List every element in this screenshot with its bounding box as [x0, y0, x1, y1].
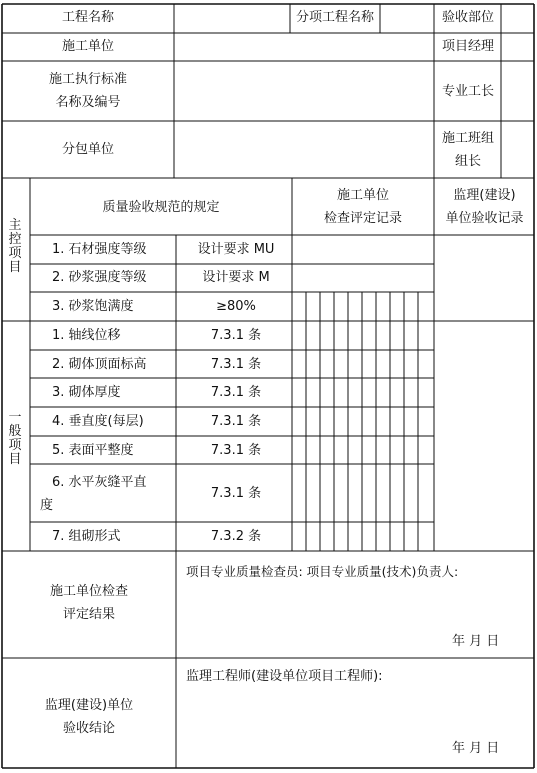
general-item-6-line2: 度: [40, 498, 54, 513]
conclusion-signer: 监理工程师(建设单位项目工程师):: [186, 669, 383, 684]
general-item-1: 1. 轴线位移: [52, 328, 121, 343]
main-item-2-spec: 设计要求 M: [202, 270, 270, 285]
general-item-3: 3. 砌体厚度: [52, 385, 121, 400]
team-leader-line1: 施工班组: [441, 131, 494, 146]
main-item-2: 2. 砂浆强度等级: [52, 270, 147, 285]
general-item-6-line1: 6. 水平灰缝平直: [52, 475, 147, 490]
main-items-group-label: 主控项目: [8, 218, 22, 275]
main-item-1: 1. 石材强度等级: [52, 242, 147, 257]
conclusion-label-line1: 监理(建设)单位: [44, 698, 134, 713]
project-manager-label: 项目经理: [441, 39, 494, 54]
spec-header: 质量验收规范的规定: [102, 200, 220, 215]
supervision-header-line2: 单位验收记录: [445, 211, 524, 226]
acceptance-dept-label: 验收部位: [441, 10, 494, 25]
result-date: 年 月 日: [452, 634, 500, 649]
general-item-2-spec: 7.3.1 条: [210, 357, 262, 372]
conclusion-label-line2: 验收结论: [62, 721, 115, 736]
construction-unit-label: 施工单位: [61, 39, 114, 54]
general-item-7-spec: 7.3.2 条: [210, 529, 262, 544]
general-item-4: 4. 垂直度(每层): [52, 414, 144, 429]
check-header-line1: 施工单位: [336, 188, 389, 203]
supervision-header-line1: 监理(建设): [453, 188, 516, 203]
conclusion-date: 年 月 日: [452, 741, 500, 756]
main-item-3-spec: ≥80%: [216, 299, 256, 314]
subcontractor-label: 分包单位: [61, 142, 114, 157]
general-item-4-spec: 7.3.1 条: [210, 414, 262, 429]
project-name-label: 工程名称: [61, 10, 114, 25]
standard-label-line2: 名称及编号: [55, 95, 121, 110]
general-items-group-label: 一般项目: [8, 410, 22, 467]
general-item-7: 7. 组砌形式: [52, 529, 121, 544]
general-item-3-spec: 7.3.1 条: [210, 385, 262, 400]
general-item-6-spec: 7.3.1 条: [210, 486, 262, 501]
standard-label-line1: 施工执行标准: [48, 72, 127, 87]
general-item-5-spec: 7.3.1 条: [210, 443, 262, 458]
result-label-line2: 评定结果: [62, 607, 115, 622]
general-item-5: 5. 表面平整度: [52, 443, 134, 458]
check-header-line2: 检查评定记录: [323, 211, 402, 226]
team-leader-line2: 组长: [454, 154, 481, 169]
result-signers: 项目专业质量检查员: 项目专业质量(技术)负责人:: [186, 564, 459, 579]
main-item-1-spec: 设计要求 MU: [197, 242, 275, 257]
general-item-2: 2. 砌体顶面标高: [52, 357, 147, 372]
main-item-3: 3. 砂浆饱满度: [52, 299, 134, 314]
result-label-line1: 施工单位检查: [49, 584, 128, 599]
general-item-1-spec: 7.3.1 条: [210, 328, 262, 343]
sub-project-label: 分项工程名称: [295, 10, 374, 25]
foreman-label: 专业工长: [441, 84, 494, 99]
